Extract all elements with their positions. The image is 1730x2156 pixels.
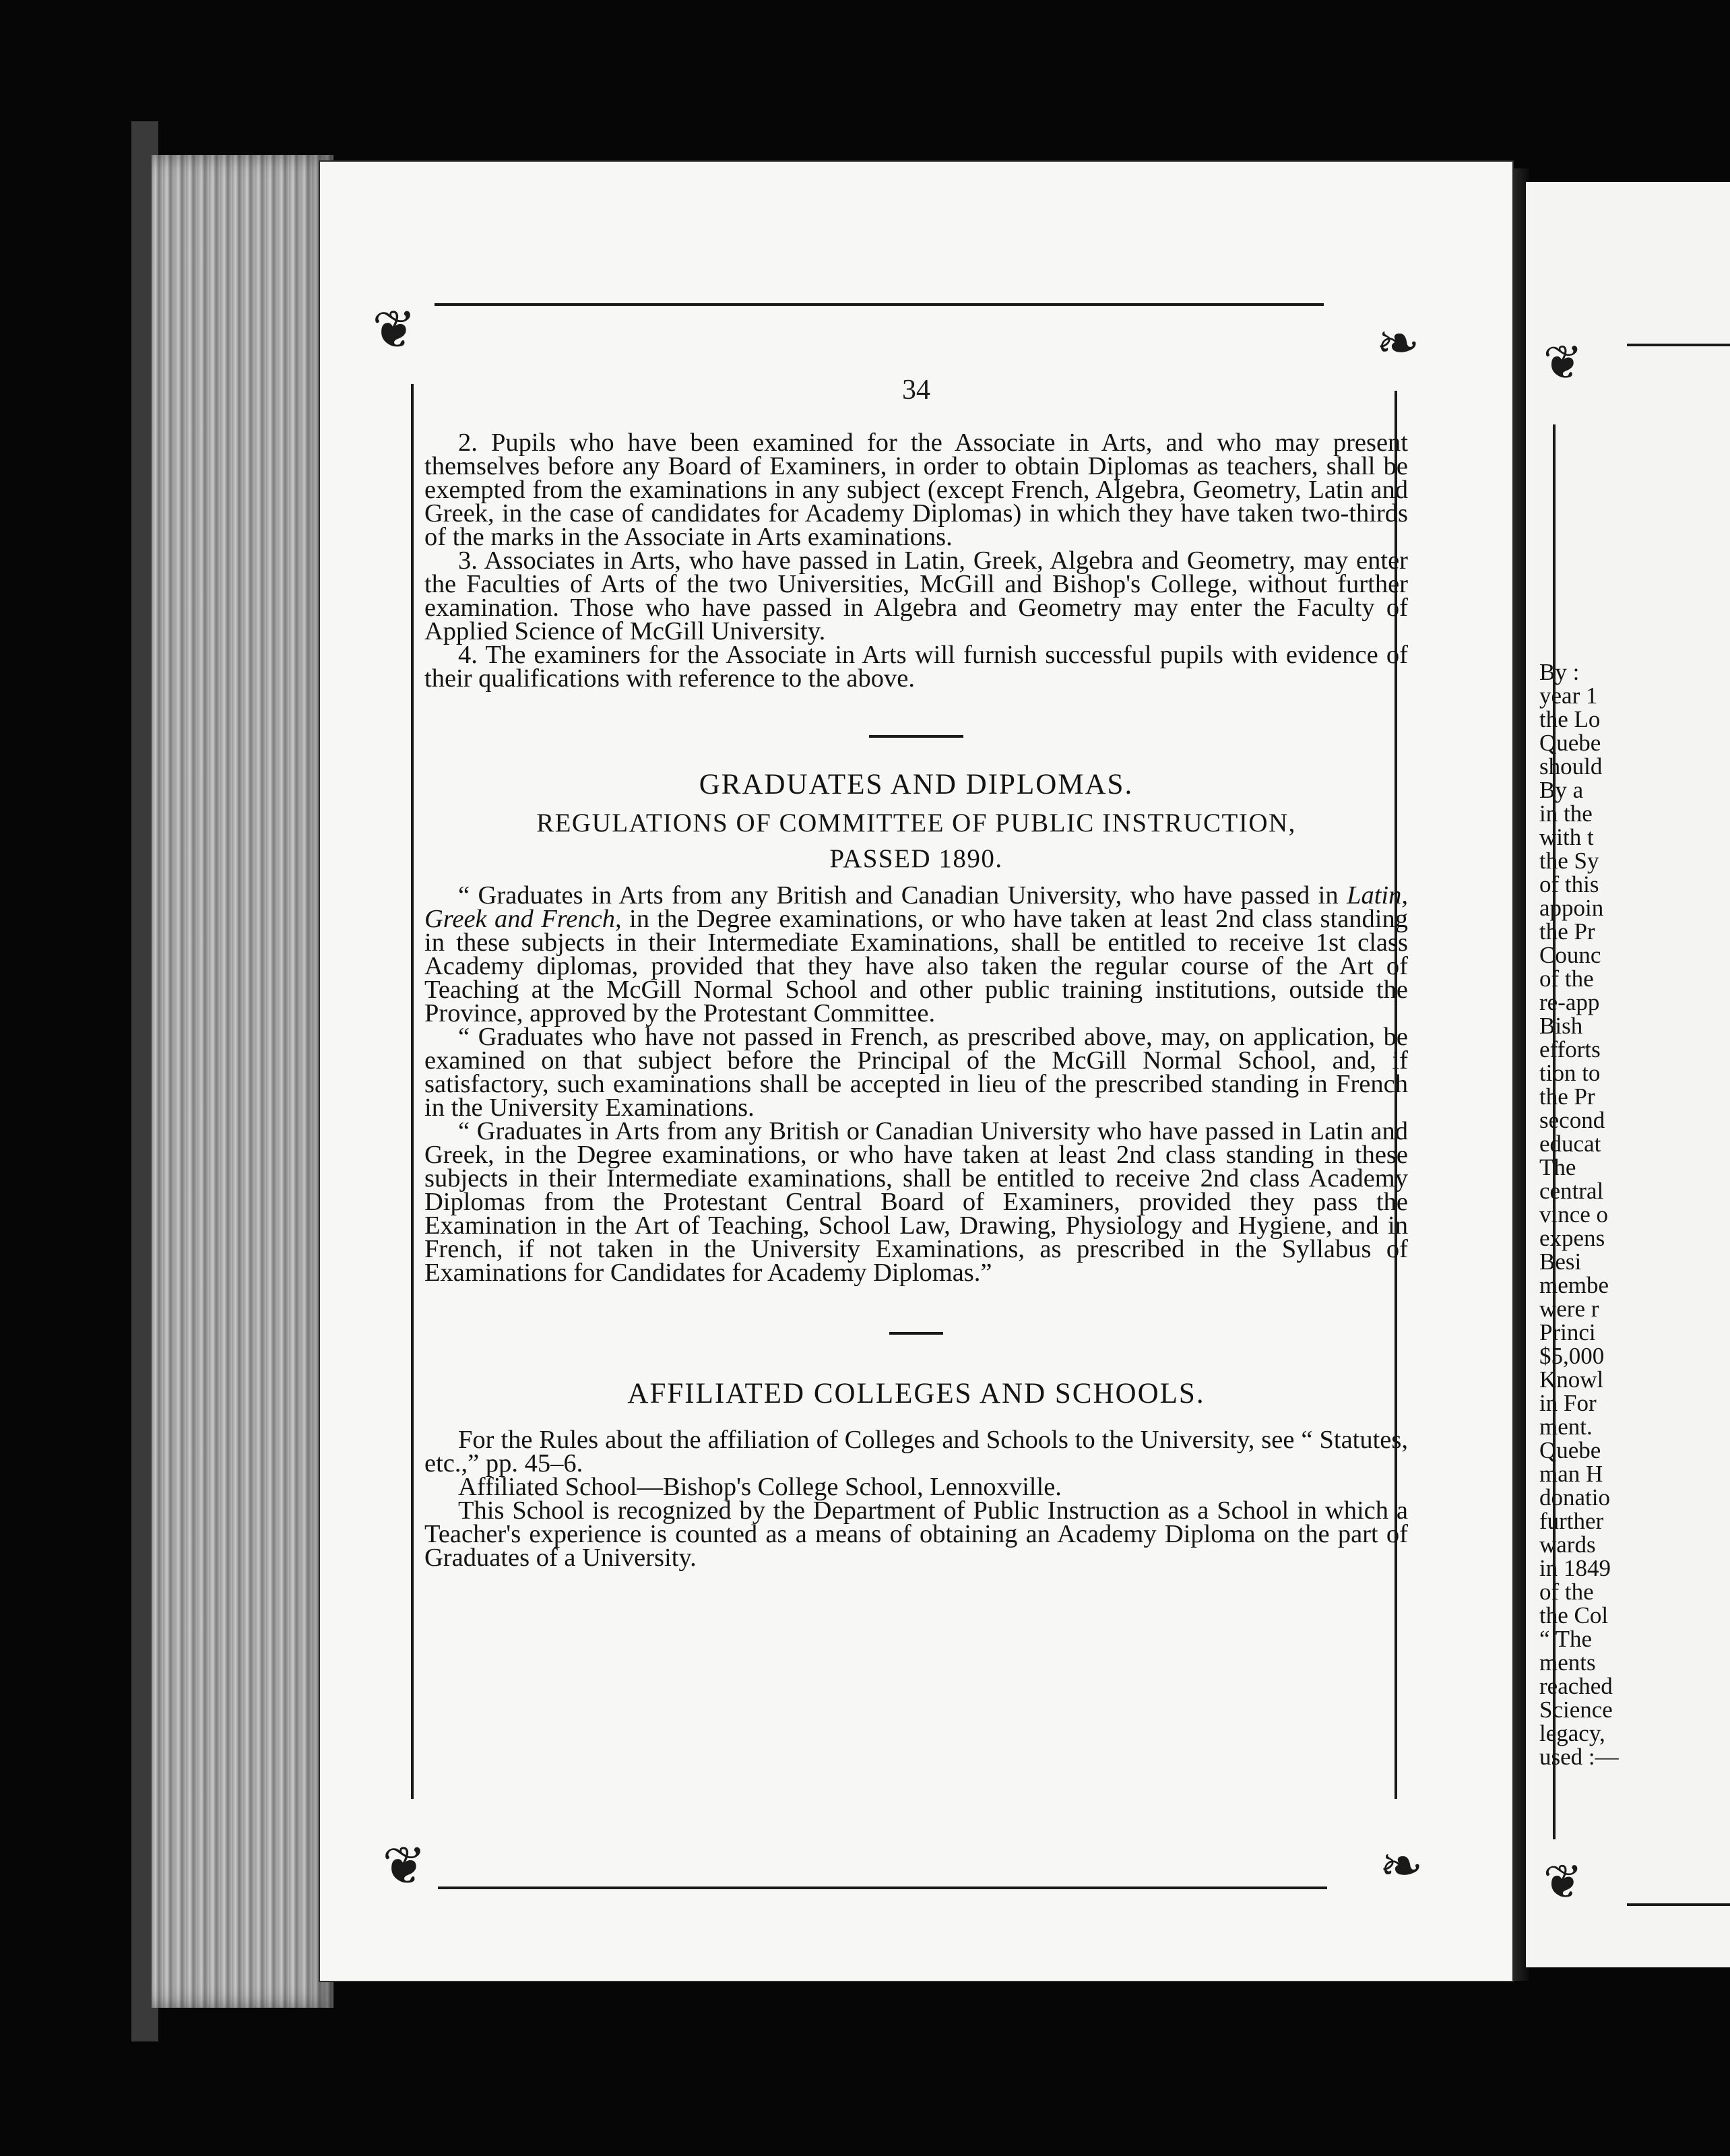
heading-passed-year: PASSED 1890. bbox=[829, 844, 1003, 873]
right-line: the Sy bbox=[1539, 848, 1599, 874]
paragraph-graduates-start: “ Graduates in Arts from any British and Canadian University, who have passed in bbox=[458, 881, 1347, 910]
right-line: of the bbox=[1539, 965, 1594, 992]
right-line: of this bbox=[1539, 871, 1599, 897]
page-body bbox=[424, 431, 1408, 1570]
corner-ornament-bottom-right-icon: ❧ bbox=[1379, 1837, 1423, 1895]
right-line: Science bbox=[1539, 1697, 1613, 1723]
right-frame-top-rule bbox=[1627, 344, 1730, 346]
right-line: appoin bbox=[1539, 895, 1604, 921]
right-line: membe bbox=[1539, 1272, 1609, 1298]
right-line: central bbox=[1539, 1178, 1604, 1204]
corner-ornament-top-right-icon: ❧ bbox=[1376, 314, 1420, 373]
frame-bottom-rule bbox=[438, 1886, 1327, 1889]
right-line: educat bbox=[1539, 1131, 1601, 1157]
right-line: the Pr bbox=[1539, 918, 1595, 945]
right-line: legacy, bbox=[1539, 1720, 1605, 1746]
right-line: $5,000 bbox=[1539, 1343, 1605, 1369]
right-line: Besi bbox=[1539, 1248, 1582, 1275]
right-line: re-app bbox=[1539, 989, 1600, 1015]
right-line: the Lo bbox=[1539, 706, 1601, 732]
right-line: By : bbox=[1539, 659, 1580, 685]
paragraph-graduates-latin-greek: “ Graduates in Arts from any British or Canadian University who have passed in Latin and Greek, in the Degree examinations, or who have taken at least 2nd class standing in these subjects in their Intermediate examinations, shall be entitled to receive 2nd class Academy Diplomas from the Protestant Central Board of Examiners, provided they pass the Examination in the Art of Teaching, School Law, Drawing, Physiology and Hygiene, and in French, if not taken in the University Examinations, as prescribed in the Syllabus of Examinations for Candidates for Academy Diplomas.” bbox=[424, 1117, 1408, 1287]
right-line: used :— bbox=[1539, 1744, 1619, 1770]
right-line: wards bbox=[1539, 1531, 1596, 1558]
right-line: second bbox=[1539, 1107, 1605, 1133]
right-line: The bbox=[1539, 1154, 1576, 1180]
frame-top-rule bbox=[435, 303, 1324, 306]
left-page bbox=[320, 162, 1512, 1981]
right-line: Bish bbox=[1539, 1013, 1583, 1039]
right-line: were r bbox=[1539, 1296, 1599, 1322]
paragraph-associates-in-arts: 3. Associates in Arts, who have passed in Latin, Greek, Algebra and Geometry, may enter the Faculties of Arts of the two Universities, McGill and Bishop's College, without further examination. Those who have passed in Algebra and Geometry may enter the Faculty of Applied Science of McGill University. bbox=[424, 546, 1408, 645]
right-line: tion to bbox=[1539, 1060, 1601, 1086]
right-line: should bbox=[1539, 753, 1603, 780]
paragraph-graduates-end: in the Degree examinations, or who have taken at least 2nd class standing in these subjects in their Intermediate Examinations, shall be entitled to receive 1st class Academy diplomas, provided that they have also taken the regular course of the Art of Teaching at the McGill Normal School and other public training institutions, outside the Province, approved by the Protestant Committee. bbox=[424, 905, 1409, 1027]
right-line: Knowl bbox=[1539, 1366, 1604, 1393]
right-corner-ornament-bottom-icon: ❦ bbox=[1543, 1857, 1583, 1909]
italic-subjects: Latin, Greek and French, bbox=[424, 881, 1408, 933]
corner-ornament-bottom-left-icon: ❦ bbox=[382, 1837, 426, 1895]
paragraph-graduates-latin-greek-french bbox=[424, 881, 1409, 1027]
right-line: ment. bbox=[1539, 1414, 1593, 1440]
right-line: efforts bbox=[1539, 1036, 1601, 1063]
right-corner-ornament-top-icon: ❦ bbox=[1543, 338, 1583, 389]
right-line: vince o bbox=[1539, 1201, 1609, 1228]
right-line: in the bbox=[1539, 800, 1593, 827]
right-line: Quebe bbox=[1539, 730, 1601, 756]
right-line: Quebe bbox=[1539, 1437, 1601, 1463]
right-line: Counc bbox=[1539, 942, 1601, 968]
right-line: donatio bbox=[1539, 1484, 1610, 1511]
frame-left-rule bbox=[411, 384, 414, 1799]
right-page-partial bbox=[1526, 182, 1730, 1967]
paragraph-pupils-examined: 2. Pupils who have been examined for the Associate in Arts, and who may present themselves before any Board of Examiners, in order to obtain Diplomas as teachers, shall be exempted from the examinations in any subject (except French, Algebra, Geometry, Latin and Greek, in the case of candidates for Academy Diplomas) in which they have taken two-thirds of the marks in the Associate in Arts examinations. bbox=[424, 429, 1408, 551]
page-stack-edges bbox=[152, 155, 333, 2008]
page-number: 34 bbox=[902, 375, 930, 406]
right-line: year 1 bbox=[1539, 683, 1598, 709]
right-line: “ The bbox=[1539, 1626, 1593, 1652]
right-line: man H bbox=[1539, 1461, 1603, 1487]
paragraph-examiners-furnish: 4. The examiners for the Associate in Arts will furnish successful pupils with evidence of their qualifications with reference to the above. bbox=[424, 641, 1408, 693]
right-line: in 1849 bbox=[1539, 1555, 1611, 1581]
right-line: with t bbox=[1539, 824, 1594, 850]
right-line: Princi bbox=[1539, 1319, 1596, 1345]
heading-affiliated-colleges: AFFILIATED COLLEGES AND SCHOOLS. bbox=[627, 1378, 1205, 1409]
corner-ornament-top-left-icon: ❦ bbox=[372, 300, 416, 359]
right-line: of the bbox=[1539, 1579, 1594, 1605]
paragraph-graduates-french: “ Graduates who have not passed in French, as prescribed above, may, on application, be examined on that subject before the Principal of the McGill Normal School, and, if satisfactory, such examinations shall be accepted in lieu of the prescribed standing in French in the University Examinations. bbox=[424, 1023, 1408, 1122]
right-frame-bottom-rule bbox=[1627, 1903, 1730, 1906]
right-line: By a bbox=[1539, 777, 1584, 803]
right-line: ments bbox=[1539, 1649, 1596, 1676]
paragraph-school-recognized: This School is recognized by the Department of Public Instruction as a School in which a Teacher's experience is counted as a means of obtaining an Academy Diploma on the part of Graduates of a University. bbox=[424, 1496, 1408, 1572]
right-line: further bbox=[1539, 1508, 1604, 1534]
right-line: the Col bbox=[1539, 1602, 1609, 1628]
right-line: expens bbox=[1539, 1225, 1605, 1251]
paragraph-affiliated-school: Affiliated School—Bishop's College School, Lennoxville. bbox=[458, 1473, 1062, 1501]
right-page-text-fragments bbox=[1526, 660, 1730, 1769]
heading-regulations: REGULATIONS OF COMMITTEE OF PUBLIC INSTRUCTION, bbox=[536, 808, 1296, 837]
right-line: the Pr bbox=[1539, 1083, 1595, 1110]
paragraph-affiliation-rules: For the Rules about the affiliation of Colleges and Schools to the University, see “ Statutes, etc.,” pp. 45–6. bbox=[424, 1426, 1408, 1478]
right-line: in For bbox=[1539, 1390, 1597, 1416]
heading-graduates-diplomas: GRADUATES AND DIPLOMAS. bbox=[699, 769, 1134, 800]
right-line: reached bbox=[1539, 1673, 1613, 1699]
